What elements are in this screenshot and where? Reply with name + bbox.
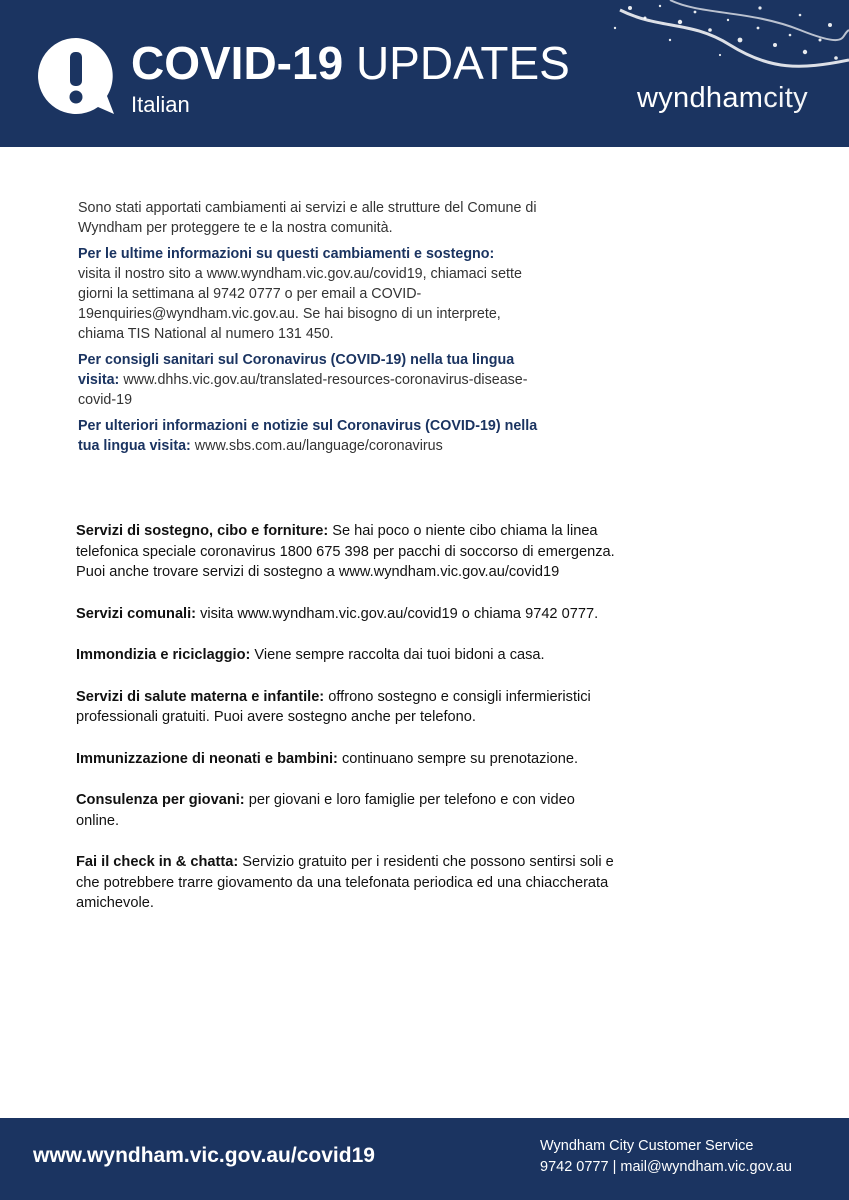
language-label: Italian	[131, 92, 190, 117]
service-label: Immunizzazione di neonati e bambini:	[76, 750, 338, 767]
service-text: offrono sostegno e consigli infermieristici professionali gratuiti. Puoi avere sostegno anche per telefono.	[76, 688, 591, 725]
title-light: UPDATES	[355, 37, 570, 89]
service-text: visita www.wyndham.vic.gov.au/covid19 o chiama 9742 0777.	[200, 605, 599, 622]
service-item	[76, 687, 616, 728]
service-item	[76, 790, 616, 831]
intro-paragraph: Sono stati apportati cambiamenti ai servizi e alle strutture del Comune di Wyndham per proteggere te e la nostra comunità.	[78, 200, 537, 236]
customer-service-contact: 9742 0777 | mail@wyndham.vic.gov.au	[540, 1159, 792, 1175]
page-title	[131, 36, 570, 90]
news-paragraph	[78, 416, 538, 456]
customer-service-title: Wyndham City Customer Service	[540, 1138, 754, 1154]
footer-banner	[0, 1118, 849, 1200]
header-banner	[0, 0, 849, 147]
intro-section	[78, 198, 538, 462]
title-bold: COVID-19	[131, 37, 344, 89]
service-item	[76, 749, 616, 770]
customer-service-info	[540, 1136, 792, 1178]
service-text: Servizio gratuito per i residenti che possono sentirsi soli e che potrebbere trarre giovamento da una telefonata periodica ed una chiaccherata amichevole.	[76, 854, 614, 911]
service-text: continuano sempre su prenotazione.	[341, 750, 579, 767]
service-label: Consulenza per giovani:	[76, 792, 245, 808]
service-item	[76, 521, 616, 583]
exclamation-speech-bubble-icon	[36, 36, 116, 116]
health-advice-paragraph	[78, 350, 538, 410]
services-section	[76, 521, 616, 935]
service-label: Fai il check in & chatta:	[76, 854, 239, 870]
service-label: Servizi di sostegno, cibo e forniture:	[76, 523, 329, 539]
service-label: Servizi comunali:	[76, 605, 197, 622]
service-item	[76, 645, 616, 666]
service-text: Se hai poco o niente cibo chiama la linea telefonica speciale coronavirus 1800 675 398 per pacchi di soccorso di emergenza. Puoi anche trovare servizi di sostegno a www.wyndham.vic.gov.au/covid19	[76, 523, 615, 580]
news-heading: Per ulteriori informazioni e notizie sul Coronavirus (COVID-19) nella tua lingua visita:	[78, 418, 538, 454]
logo-suffix: city	[763, 82, 808, 114]
service-text: per giovani e loro famiglie per telefono e con video online.	[76, 792, 575, 829]
latest-info-paragraph	[78, 244, 538, 344]
service-text: Viene sempre raccolta dai tuoi bidoni a casa.	[254, 647, 545, 663]
service-label: Immondizia e riciclaggio:	[76, 647, 251, 663]
news-text: www.sbs.com.au/language/coronavirus	[194, 438, 443, 454]
service-item	[76, 852, 616, 914]
service-label: Servizi di salute materna e infantile:	[76, 688, 325, 705]
service-item	[76, 604, 616, 625]
latest-info-text: visita il nostro sito a www.wyndham.vic.gov.au/covid19, chiamaci sette giorni la settimana al 9742 0777 o per email a COVID-19enquiries@wyndham.vic.gov.au. Se hai bisogno di un interprete, chiama TIS National al numero 131 450.	[78, 266, 522, 342]
footer-website-link[interactable]: www.wyndham.vic.gov.au/covid19	[33, 1144, 375, 1167]
latest-info-heading: Per le ultime informazioni su questi cambiamenti e sostegno:	[78, 246, 495, 262]
health-advice-heading: Per consigli sanitari sul Coronavirus (COVID-19) nella tua lingua visita:	[78, 352, 515, 388]
health-advice-text: www.dhhs.vic.gov.au/translated-resources-coronavirus-disease-covid-19	[78, 372, 528, 408]
decorative-pattern	[600, 0, 849, 80]
logo-main: wyndham	[637, 82, 764, 114]
wyndham-city-logo	[637, 82, 808, 115]
